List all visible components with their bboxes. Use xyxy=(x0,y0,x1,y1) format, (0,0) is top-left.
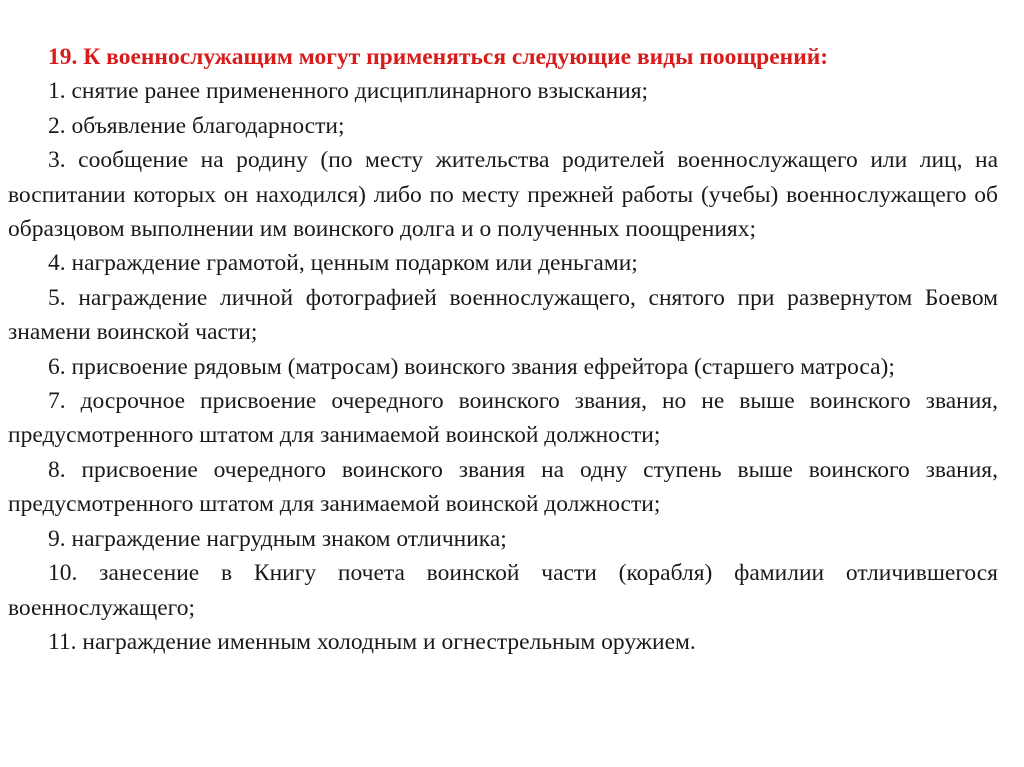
list-item-4: 4. награждение грамотой, ценным подарком или деньгами; xyxy=(48,250,638,277)
list-item-11: 11. награждение именным холодным и огнестрельным оружием. xyxy=(48,628,696,655)
list-heading: 19. К военнослужащим могут применяться следующие виды поощрений: xyxy=(48,44,829,70)
list-item-2: 2. объявление благодарности; xyxy=(48,112,345,139)
list-item-8: 8. присвоение очередного воинского звания на одну ступень выше воинского звания, предусмотренного штатом для занимаемой воинской должности; xyxy=(8,456,998,518)
list-item-10: 10. занесение в Книгу почета воинской части (корабля) фамилии отличившегося военнослужащего; xyxy=(8,560,998,621)
content-block xyxy=(8,40,998,659)
list-item-1: 1. снятие ранее примененного дисциплинарного взыскания; xyxy=(48,78,649,105)
list-item-9: 9. награждение нагрудным знаком отличника; xyxy=(48,525,507,552)
list-item-6: 6. присвоение рядовым (матросам) воинского звания ефрейтора (старшего матроса); xyxy=(48,353,895,380)
list-item-5: 5. награждение личной фотографией военнослужащего, снятого при развернутом Боевом знамени воинской части; xyxy=(8,284,998,346)
list-item-3: 3. сообщение на родину (по месту жительства родителей военнослужащего или лиц, на воспитании которых он находился) либо по месту прежней работы (учебы) военнослужащего об образцовом выполнении им воинского долга и о полученных поощрениях; xyxy=(8,147,998,243)
list-item-7: 7. досрочное присвоение очередного воинского звания, но не выше воинского звания, предусмотренного штатом для занимаемой воинской должности; xyxy=(8,388,998,449)
